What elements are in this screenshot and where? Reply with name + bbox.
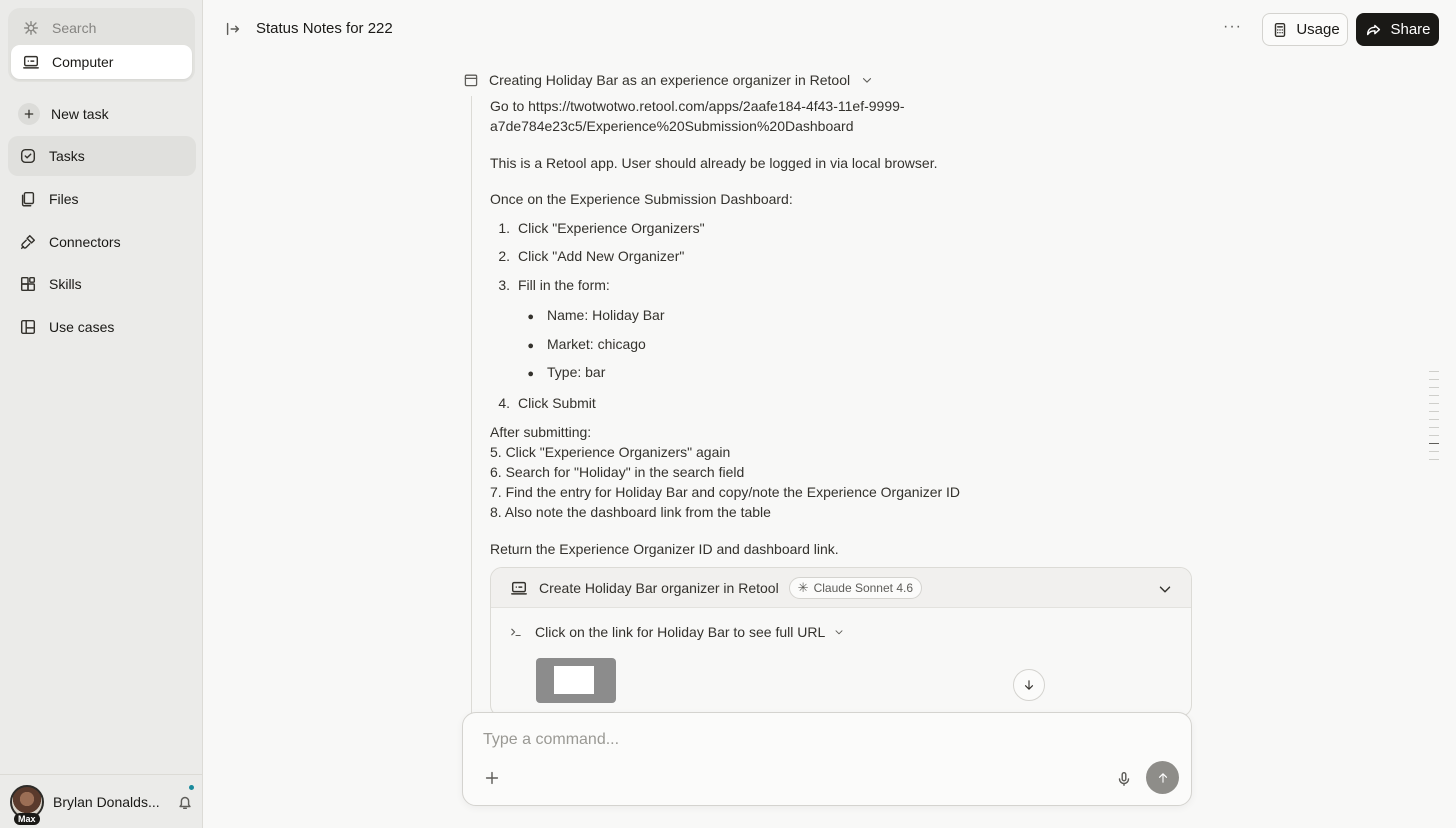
usage-label: Usage <box>1296 21 1340 38</box>
header <box>203 0 1456 58</box>
bullet-item <box>490 362 605 384</box>
sidebar-item-files[interactable] <box>8 179 196 219</box>
step-title: Creating Holiday Bar as an experience organizer in Retool <box>489 72 851 88</box>
scroll-position-indicator[interactable] <box>1429 371 1439 467</box>
user-name: Brylan Donalds... <box>53 793 160 810</box>
page-title: Status Notes for 222 <box>256 20 393 37</box>
after-line: 7. Find the entry for Holiday Bar and copy/note the Experience Organizer ID <box>490 484 961 500</box>
bullet-dot: ● <box>527 340 534 352</box>
model-name: Claude Sonnet 4.6 <box>813 580 914 595</box>
bullet-text: Name: Holiday Bar <box>547 307 665 323</box>
scroll-to-bottom-button[interactable] <box>1013 669 1045 701</box>
action-row[interactable] <box>509 624 845 640</box>
mode-search-tab[interactable] <box>11 11 192 45</box>
list-item <box>490 393 596 413</box>
usage-button[interactable] <box>1262 13 1348 46</box>
mode-computer-label: Computer <box>52 54 114 70</box>
arrow-down-icon <box>1022 678 1036 692</box>
book-icon <box>18 317 38 337</box>
bell-icon[interactable] <box>175 792 195 812</box>
model-badge <box>789 577 922 599</box>
sidebar <box>0 0 203 828</box>
sidebar-item-label: Files <box>49 191 79 207</box>
bullet-text: Market: chicago <box>547 336 646 352</box>
return-instruction: Return the Experience Organizer ID and dashboard link. <box>490 541 839 557</box>
action-text: Click on the link for Holiday Bar to see full URL <box>535 624 826 640</box>
plug-icon <box>18 232 38 252</box>
list-item <box>490 246 684 266</box>
calculator-icon <box>1270 20 1290 40</box>
command-box <box>462 712 1192 806</box>
sidebar-item-connectors[interactable] <box>8 222 196 262</box>
list-number: 2. <box>498 248 510 264</box>
sidebar-item-use-cases[interactable] <box>8 307 196 347</box>
plus-icon <box>18 103 40 125</box>
plan-badge: Max <box>14 813 40 825</box>
spider-icon <box>21 18 41 38</box>
list-number: 1. <box>498 220 510 236</box>
list-text: Click "Add New Organizer" <box>518 248 685 264</box>
subtask-card <box>490 567 1192 717</box>
share-icon <box>1364 20 1384 40</box>
list-item <box>490 218 705 238</box>
sidebar-item-label: Tasks <box>49 148 85 164</box>
share-label: Share <box>1390 21 1431 38</box>
list-text: Click Submit <box>518 395 596 411</box>
chevron-down-icon[interactable] <box>833 626 845 638</box>
after-line: 5. Click "Experience Organizers" again <box>490 444 731 460</box>
step-header[interactable] <box>463 72 874 88</box>
task-content <box>203 58 1456 828</box>
chevron-down-icon[interactable] <box>860 73 874 87</box>
avatar[interactable] <box>10 785 44 824</box>
list-item <box>490 275 610 295</box>
bullet-item <box>490 305 665 327</box>
mode-computer-tab[interactable] <box>11 45 192 79</box>
skills-icon <box>18 274 38 294</box>
computer-icon <box>509 578 529 598</box>
list-number: 3. <box>498 277 510 293</box>
screenshot-thumbnail[interactable] <box>536 658 616 703</box>
bullet-text: Type: bar <box>547 364 606 380</box>
microphone-icon[interactable] <box>1114 769 1134 789</box>
after-submit-steps <box>490 422 960 522</box>
expand-sidebar-icon[interactable] <box>223 19 243 39</box>
paragraph: Once on the Experience Submission Dashboard: <box>490 191 793 207</box>
bullet-dot: ● <box>527 311 534 323</box>
list-text: Fill in the form: <box>518 277 610 293</box>
mode-switch <box>8 8 195 82</box>
retool-url-link-cont[interactable]: a7de784e23c5/Experience%20Submission%20Dashboard <box>490 118 854 134</box>
add-attachment-icon[interactable] <box>482 768 502 788</box>
claude-logo-icon: ✳ <box>797 579 809 595</box>
arrow-up-icon <box>1156 771 1170 785</box>
mode-search-label: Search <box>52 20 97 36</box>
sidebar-item-skills[interactable] <box>8 264 196 304</box>
after-line: 8. Also note the dashboard link from the table <box>490 504 771 520</box>
share-button[interactable] <box>1356 13 1439 46</box>
bullet-dot: ● <box>527 368 534 380</box>
after-line: After submitting: <box>490 424 592 440</box>
bullet-item <box>490 334 646 356</box>
terminal-icon <box>509 625 523 639</box>
list-number: 4. <box>498 395 510 411</box>
goto-instruction <box>490 96 905 136</box>
chevron-down-icon[interactable] <box>1155 579 1175 599</box>
after-line: 6. Search for "Holiday" in the search field <box>490 464 745 480</box>
notification-dot <box>189 785 194 790</box>
sidebar-item-label: Use cases <box>49 319 115 335</box>
timeline-line <box>471 96 472 716</box>
send-button[interactable] <box>1146 761 1179 794</box>
check-circle-icon <box>18 146 38 166</box>
thumbnail-window <box>554 666 594 694</box>
command-input[interactable] <box>483 731 1163 749</box>
paragraph: This is a Retool app. User should already be logged in via local browser. <box>490 155 938 171</box>
sidebar-item-label: Connectors <box>49 234 121 250</box>
retool-url-link[interactable]: https://twotwotwo.retool.com/apps/2aafe184-4f43-11ef-9999- <box>528 98 905 114</box>
subtask-header[interactable] <box>491 568 1191 608</box>
sidebar-item-label: Skills <box>49 276 82 292</box>
calendar-icon <box>463 72 479 88</box>
user-profile[interactable] <box>0 774 202 828</box>
list-text: Click "Experience Organizers" <box>518 220 705 236</box>
sidebar-item-new-task[interactable] <box>8 94 196 134</box>
computer-icon <box>21 52 41 72</box>
goto-prefix: Go to <box>490 98 529 114</box>
files-icon <box>18 189 38 209</box>
sidebar-item-label: New task <box>51 106 109 122</box>
sidebar-item-tasks[interactable] <box>8 136 196 176</box>
subtask-title: Create Holiday Bar organizer in Retool <box>539 579 779 596</box>
more-options-icon[interactable]: ··· <box>1223 18 1242 35</box>
